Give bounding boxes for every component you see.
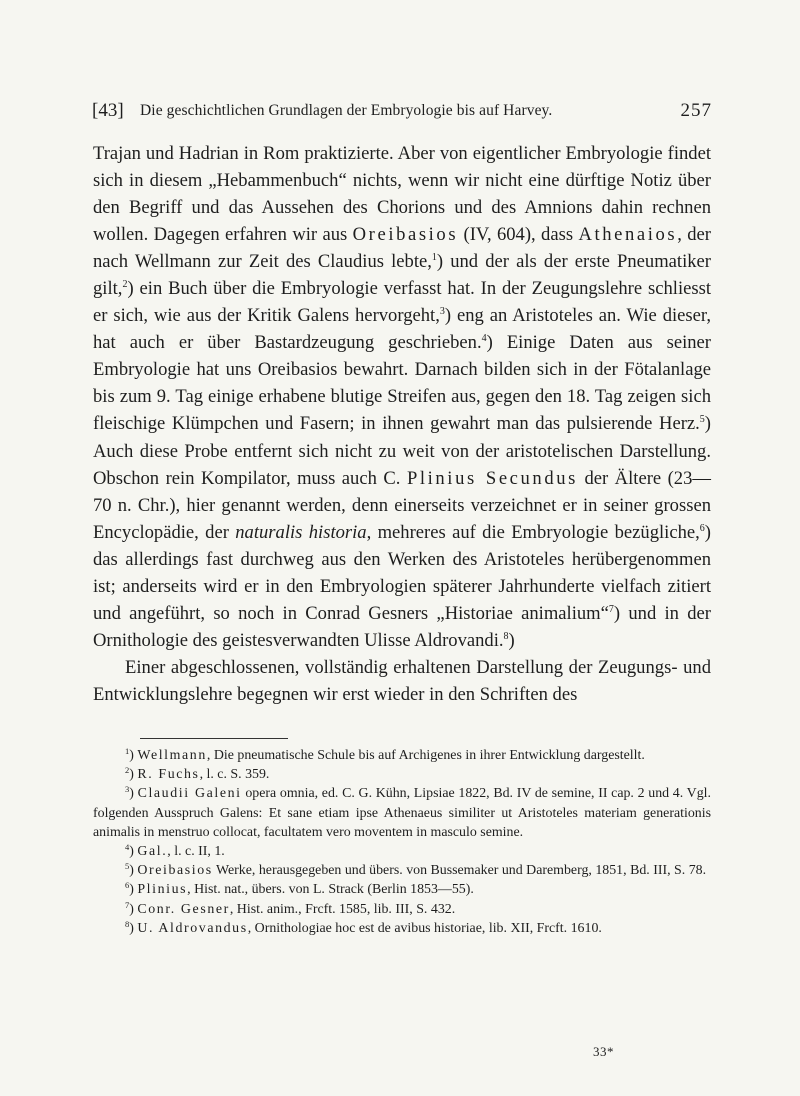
footnote: $^8$) U. Aldrovandus, Ornithologiae hoc est de avibus historiae, lib. XII, Frcft. 1610.	[125, 918, 602, 936]
chapter-number: [43]	[92, 100, 124, 121]
footnote-divider	[140, 738, 288, 739]
footnote: $^7$) Conr. Gesner, Hist. anim., Frcft. 1585, lib. III, S. 432.	[125, 899, 456, 917]
paragraph: Einer abgeschlossenen, vollständig erhaltenen Darstellung der Zeugungs- und Entwicklungslehre begegnen wir erst wieder in den Schriften des	[93, 656, 711, 705]
paragraph: Trajan und Hadrian in Rom praktizierte. Aber von eigentlicher Embryologie findet sich in diesem „Hebammenbuch“ nichts, wenn wir nicht eine dürftige Notiz über den Begriff und das Aussehen des Chorions und des Amnions dahin rechnen wollen. Dagegen erfahren wir aus Oreibasios (IV, 604), dass Athenaios, der nach Wellmann zur Zeit des Claudius lebte,$^1$) und der als der erste Pneumatiker gilt,$^2$) ein Buch über die Embryologie verfasst hat. In der Zeugungslehre schliesst er sich, wie aus der Kritik Galens hervorgeht,$^3$) eng an Aristoteles an. Wie dieser, hat auch er über Bastardzeugung geschrieben.$^4$) Einige Daten aus seiner Embryologie hat uns Oreibasios bewahrt. Darnach bilden sich in der Fötalanlage bis zum 9. Tag einige erhabene blutige Streifen aus, gegen den 18. Tag zeigen sich fleischige Klümpchen und Fasern; in ihnen gewahrt man das pulsierende Herz.$^5$) Auch diese Probe entfernt sich nicht zu weit von der aristotelischen Darstellung. Obschon rein Kompilator, muss auch C. Plinius Secundus der Ältere (23—70 n. Chr.), hier genannt werden, denn einerseits verzeichnet er in seiner grossen Encyclopädie, der naturalis historia, mehreres auf die Embryologie bezügliche,$^6$) das allerdings fast durchweg aus den Werken des Aristoteles herübergenommen ist; anderseits wird er in den Embryologien späterer Jahrhunderte vielfach zitiert und angeführt, so noch in Conrad Gesners „Historiae animalium“$^7$) und in der Ornithologie des geistesverwandten Ulisse Aldrovandi.$^8$)	[93, 143, 711, 651]
footnotes	[93, 746, 711, 938]
footnote-ref: 4	[481, 333, 487, 345]
footnote-ref: 3	[439, 306, 445, 318]
footnote-ref: 6	[699, 522, 705, 534]
signature-mark: 33*	[593, 1044, 614, 1059]
running-header	[92, 100, 712, 130]
footnote-ref: 7	[608, 603, 614, 615]
footnote: $^6$) Plinius, Hist. nat., übers. von L. Strack (Berlin 1853—55).	[125, 880, 474, 898]
footnote-ref: 2	[122, 279, 128, 291]
footnote: $^3$) Claudii Galeni opera omnia, ed. C. G. Kühn, Lipsiae 1822, Bd. IV de semine, II cap. 2 und 4. Vgl. folgenden Ausspruch Galens: Et sane etiam ipse Athenaeus similiter ut Aristoteles materiam generationis animalis in menstruo collocat, facultatem vero moventem in masculo semine.	[93, 784, 711, 840]
footnote: $^5$) Oreibasios Werke, herausgegeben und übers. von Bussemaker und Daremberg, 1851, Bd. III, S. 78.	[125, 861, 707, 879]
footnote-ref: 5	[699, 414, 705, 426]
main-text	[93, 140, 711, 708]
footnote-ref: 8	[503, 630, 509, 642]
running-title: Die geschichtlichen Grundlagen der Embryologie bis auf Harvey.	[140, 102, 553, 119]
page-number: 257	[680, 100, 712, 121]
footnote: $^1$) Wellmann, Die pneumatische Schule bis auf Archigenes in ihrer Entwicklung dargestellt.	[125, 746, 645, 763]
footnote: $^2$) R. Fuchs, l. c. S. 359.	[125, 765, 270, 783]
footnote-ref: 1	[431, 252, 437, 264]
footnote: $^4$) Gal., l. c. II, 1.	[125, 842, 225, 860]
